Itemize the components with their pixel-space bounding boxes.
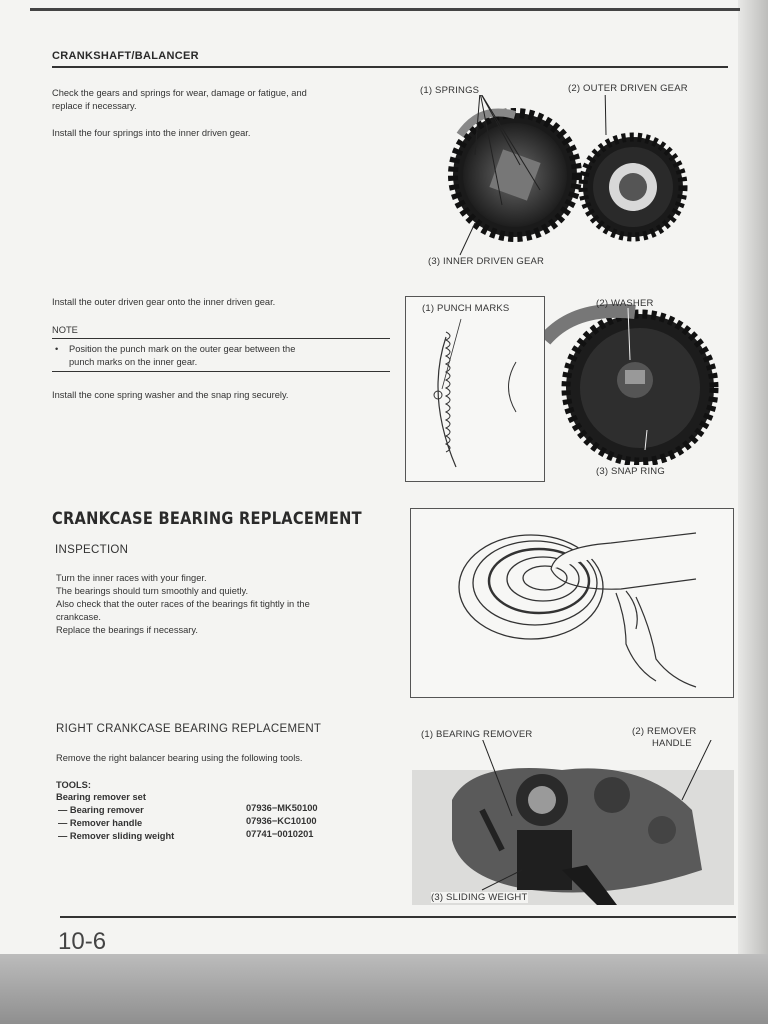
page-shadow: [738, 0, 768, 1024]
block2-text-1: Install the outer driven gear onto the inner driven gear.: [52, 297, 276, 307]
tool-code-3: 07741−0010201: [246, 829, 314, 839]
label-punch-marks: (1) PUNCH MARKS: [422, 303, 510, 314]
outer-driven-gear: [583, 137, 683, 237]
scan-bottom-band: [0, 954, 768, 1024]
tool-name-1: — Bearing remover: [58, 805, 144, 815]
page-top-edge: [30, 8, 740, 11]
section-title: CRANKSHAFT/BALANCER: [52, 50, 199, 62]
tool-name-2: — Remover handle: [58, 818, 143, 828]
label-inner-driven-gear: (3) INNER DRIVEN GEAR: [428, 256, 545, 267]
note-bullet: •: [55, 344, 59, 354]
note-line-2: punch marks on the inner gear.: [69, 357, 198, 367]
footer-rule: [60, 916, 736, 918]
label-handle: HANDLE: [652, 738, 692, 749]
block2-text-2: Install the cone spring washer and the snap ring securely.: [52, 390, 289, 400]
header-rule: [52, 66, 728, 68]
inner-driven-gear: [453, 113, 577, 238]
bearing-finger-frame: [410, 508, 734, 698]
label-outer-driven-gear: (2) OUTER DRIVEN GEAR: [568, 83, 688, 94]
inspection-line-2: The bearings should turn smoothly and quietly.: [56, 586, 249, 596]
note-title: NOTE: [52, 325, 78, 335]
label-remover: (2) REMOVER: [632, 726, 697, 737]
label-snap-ring: (3) SNAP RING: [596, 466, 665, 477]
washer-gear-photo: [545, 300, 725, 465]
note-line-1: Position the punch mark on the outer gear between the: [69, 344, 296, 354]
right-bearing-title: RIGHT CRANKCASE BEARING REPLACEMENT: [56, 723, 322, 735]
inspection-line-3: Also check that the outer races of the bearings fit tightly in the: [56, 599, 310, 609]
tool-code-2: 07936−KC10100: [246, 816, 317, 826]
inspection-line-5: Replace the bearings if necessary.: [56, 625, 198, 635]
label-washer: (2) WASHER: [596, 298, 654, 309]
tool-name-3: — Remover sliding weight: [58, 831, 175, 841]
block1-text-3: Install the four springs into the inner driven gear.: [52, 128, 251, 138]
bearing-finger-diagram: [411, 509, 733, 697]
tool-code-1: 07936−MK50100: [246, 803, 318, 813]
block1-text-1: Check the gears and springs for wear, damage or fatigue, and: [52, 88, 307, 98]
punch-marks-diagram: [406, 297, 544, 481]
label-bearing-remover: (1) BEARING REMOVER: [421, 729, 533, 740]
inspection-line-4: crankcase.: [56, 612, 101, 622]
label-sliding-weight: (3) SLIDING WEIGHT: [431, 892, 528, 903]
gears-illustration: [440, 95, 700, 260]
note-bottom-rule: [52, 371, 390, 372]
crankcase-photo: [412, 740, 734, 905]
punch-marks-frame: [405, 296, 545, 482]
page-number: 10-6: [58, 928, 107, 955]
label-springs: (1) SPRINGS: [420, 85, 480, 96]
note-top-rule: [52, 338, 390, 339]
inspection-line-1: Turn the inner races with your finger.: [56, 573, 207, 583]
bearing-heading: CRANKCASE BEARING REPLACEMENT: [52, 509, 362, 529]
inspection-title: INSPECTION: [55, 544, 129, 556]
tools-title: TOOLS:: [56, 780, 91, 790]
block1-text-2: replace if necessary.: [52, 101, 137, 111]
tools-set-title: Bearing remover set: [56, 792, 146, 802]
right-bearing-text: Remove the right balancer bearing using the following tools.: [56, 753, 303, 763]
